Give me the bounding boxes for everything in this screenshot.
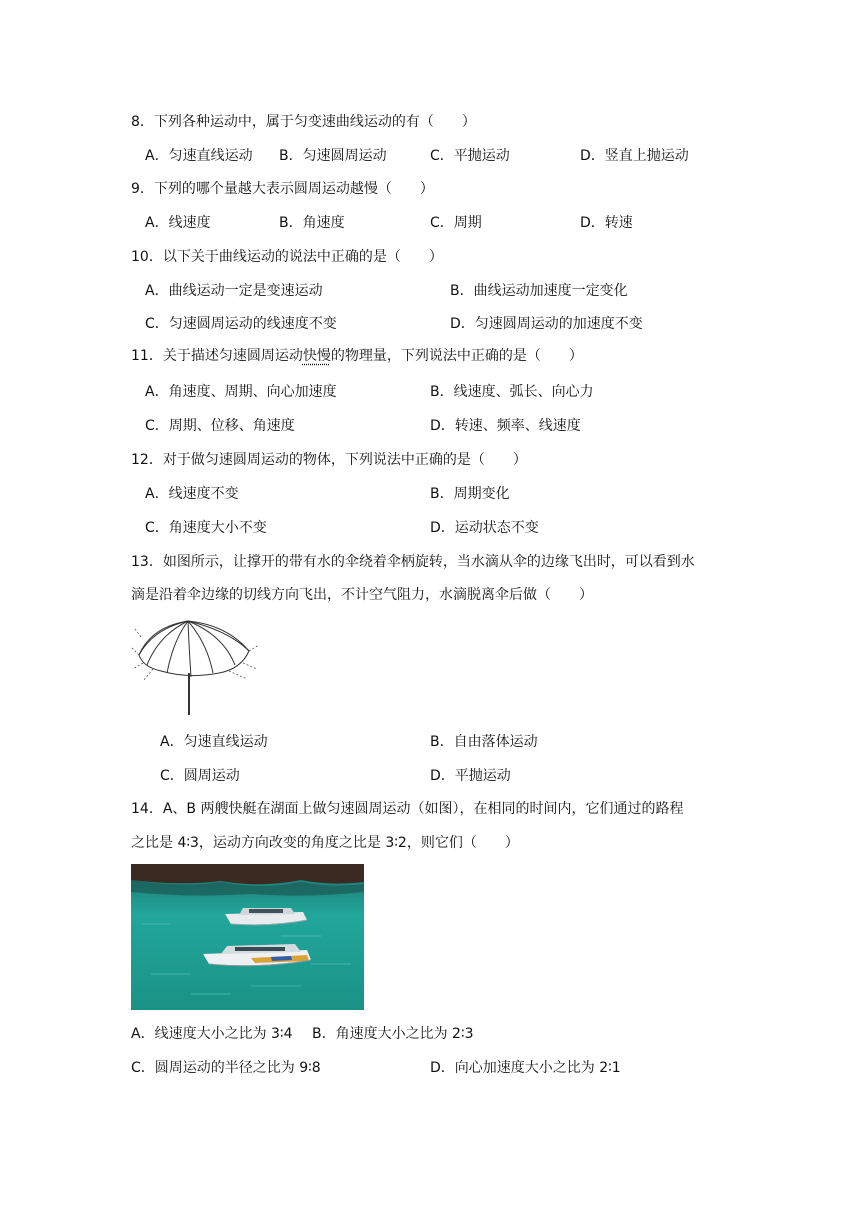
question-9-stem: 9．下列的哪个量越大表示圆周运动越慢（ ） (131, 181, 434, 197)
q10-option-c: C．匀速圆周运动的线速度不变 (145, 316, 337, 332)
q14-option-d: D．向心加速度大小之比为 2∶1 (430, 1060, 621, 1076)
q12-option-c: C．角速度大小不变 (145, 520, 267, 536)
question-8-stem: 8．下列各种运动中，属于匀变速曲线运动的有（ ） (131, 114, 476, 130)
q11-stem-post: 的物理量，下列说法中正确的是（ ） (330, 348, 583, 364)
q11-stem-pre: 11．关于描述匀速圆周运动 (131, 348, 303, 364)
q11-option-a: A．角速度、周期、向心加速度 (145, 384, 337, 400)
question-13-stem-line2: 滴是沿着伞边缘的切线方向飞出，不计空气阻力，水滴脱离伞后做（ ） (131, 587, 593, 603)
q8-option-b: B．匀速圆周运动 (279, 148, 387, 164)
q12-option-a: A．线速度不变 (145, 486, 239, 502)
question-11-stem (131, 346, 583, 366)
q8-option-d: D．竖直上抛运动 (580, 148, 689, 164)
q9-option-b: B．角速度 (279, 215, 345, 231)
q14-option-a: A．线速度大小之比为 3∶4 (131, 1026, 293, 1042)
q14-option-c: C．圆周运动的半径之比为 9∶8 (131, 1060, 321, 1076)
umbrella-figure (131, 617, 261, 717)
q8-option-a: A．匀速直线运动 (145, 148, 253, 164)
q13-option-d: D．平抛运动 (430, 768, 511, 784)
question-12-stem: 12．对于做匀速圆周运动的物体，下列说法中正确的是（ ） (131, 452, 527, 468)
q12-option-d: D．运动状态不变 (430, 520, 539, 536)
q12-option-b: B．周期变化 (430, 486, 510, 502)
question-10-stem: 10．以下关于曲线运动的说法中正确的是（ ） (131, 249, 443, 265)
q14-option-b: B．角速度大小之比为 2∶3 (312, 1026, 474, 1042)
q9-option-d: D．转速 (580, 215, 633, 231)
q11-stem-emphasis: 快慢 (302, 348, 331, 364)
q13-option-a: A．匀速直线运动 (160, 734, 268, 750)
q9-option-c: C．周期 (430, 215, 482, 231)
q9-option-a: A．线速度 (145, 215, 211, 231)
q10-option-d: D．匀速圆周运动的加速度不变 (450, 316, 643, 332)
question-14-stem-line1: 14．A、B 两艘快艇在湖面上做匀速圆周运动（如图），在相同的时间内，它们通过的路程 (131, 801, 684, 817)
speedboats-photo (131, 864, 364, 1010)
q10-option-b: B．曲线运动加速度一定变化 (450, 283, 628, 299)
question-13-stem-line1: 13．如图所示，让撑开的带有水的伞绕着伞柄旋转，当水滴从伞的边缘飞出时，可以看到水 (131, 554, 695, 570)
q13-option-b: B．自由落体运动 (430, 734, 538, 750)
q13-option-c: C．圆周运动 (160, 768, 240, 784)
question-14-stem-line2: 之比是 4∶3，运动方向改变的角度之比是 3∶2，则它们（ ） (131, 835, 519, 851)
q11-option-c: C．周期、位移、角速度 (145, 418, 295, 434)
q8-option-c: C．平抛运动 (430, 148, 510, 164)
q11-option-b: B．线速度、弧长、向心力 (430, 384, 594, 400)
q11-option-d: D．转速、频率、线速度 (430, 418, 581, 434)
q10-option-a: A．曲线运动一定是变速运动 (145, 283, 323, 299)
